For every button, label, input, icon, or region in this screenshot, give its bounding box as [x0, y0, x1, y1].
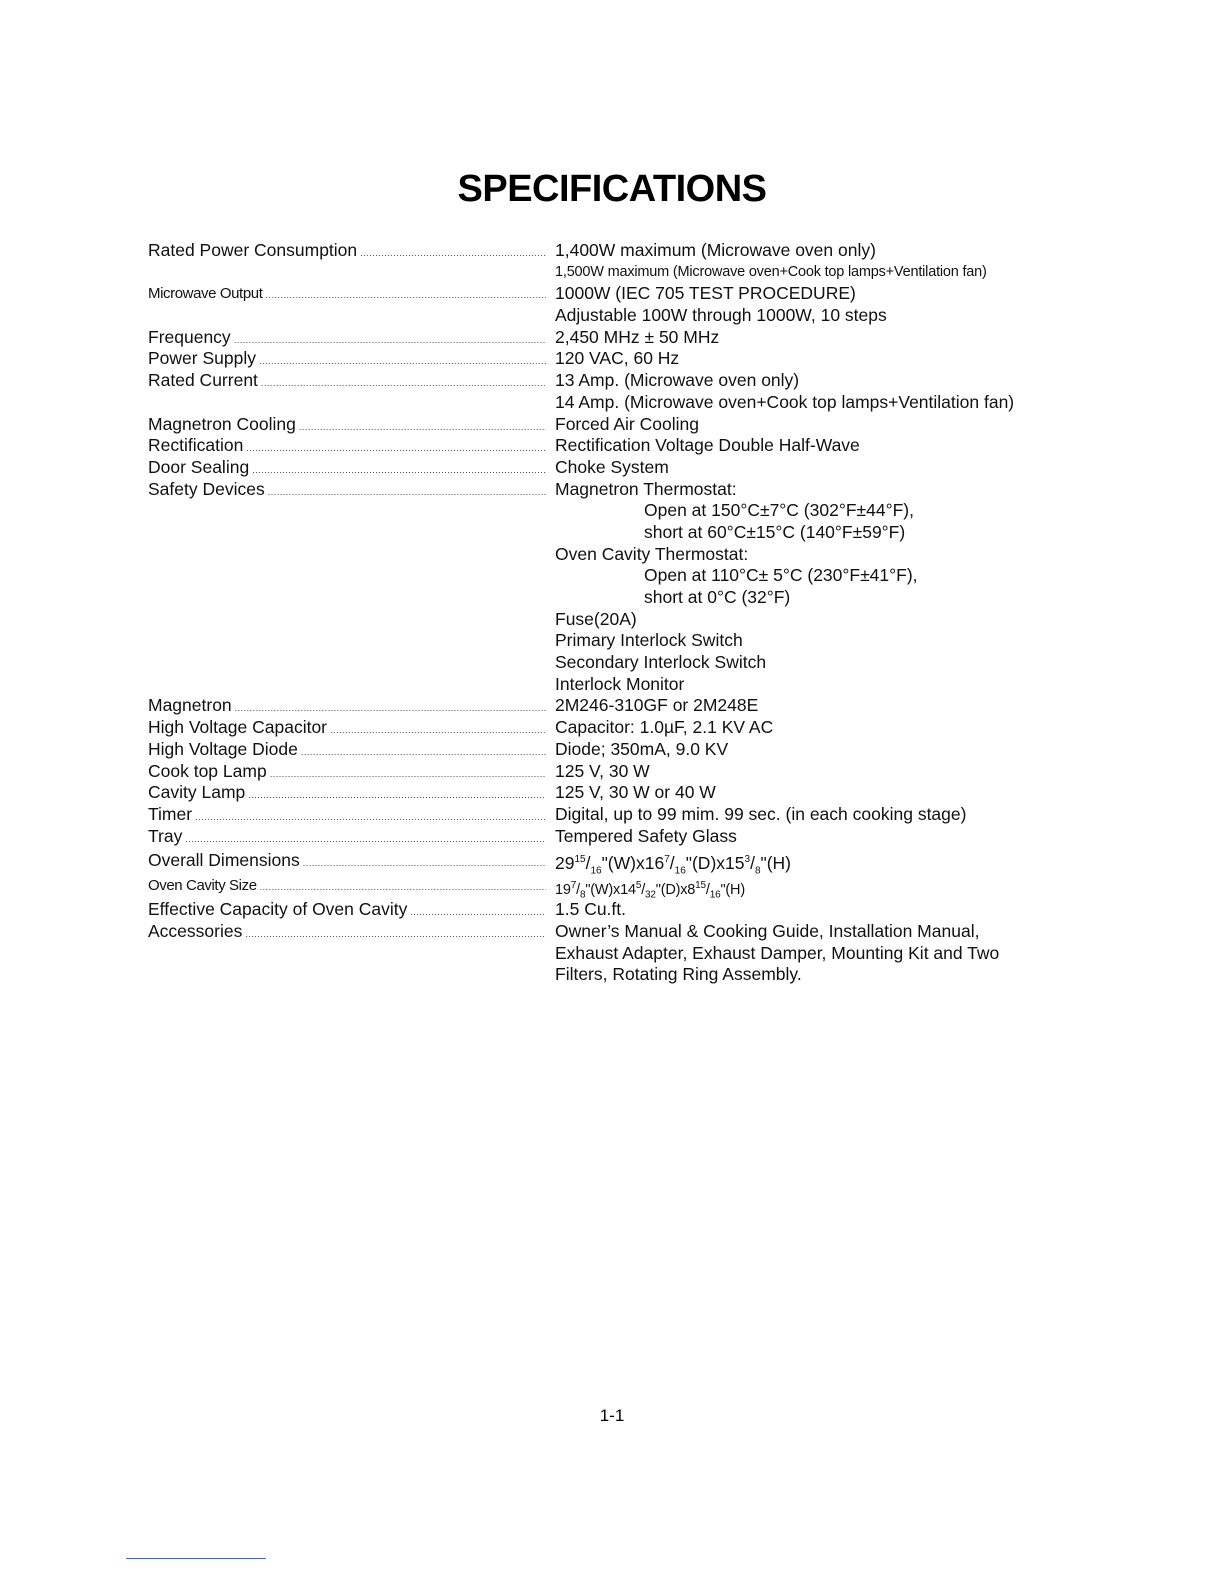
spec-label: Cook top Lamp .....: [148, 761, 546, 786]
spec-safety-primary: [148, 630, 1148, 652]
dim-w-unit: "(W)x: [601, 853, 645, 874]
cav-d-num: 5: [635, 880, 642, 892]
cav-h-num: 15: [695, 880, 706, 892]
spec-hv-diode: [148, 739, 1148, 761]
spec-timer: [148, 804, 1148, 826]
spec-value: 125 V, 30 W: [555, 760, 650, 781]
spec-door-sealing: [148, 457, 1148, 479]
spec-value: 2,450 MHz ± 50 MHz: [555, 326, 720, 347]
spec-overall-dimensions: [148, 847, 1148, 877]
spec-value: Adjustable 100W through 1000W, 10 steps: [555, 305, 887, 326]
spec-safety-devices: [148, 479, 1148, 501]
spec-value: Owner’s Manual & Cooking Guide, Installation Manual,: [555, 920, 980, 941]
spec-label: Safety Devices .....: [148, 479, 546, 504]
spec-label: Overall Dimensions .....: [148, 847, 546, 876]
spec-label: Effective Capacity of Oven Cavity .....: [148, 899, 546, 924]
spec-safety-ct-short: [148, 587, 1148, 609]
page-title: SPECIFICATIONS: [457, 168, 767, 210]
spec-label: Rated Power Consumption .....: [148, 240, 546, 265]
spec-safety-ct-open: [148, 565, 1148, 587]
spec-label: Rated Current .....: [148, 370, 546, 395]
footer-rule: [126, 1558, 266, 1559]
spec-value: Forced Air Cooling: [555, 413, 699, 434]
spec-value: short at 60°C±15°C (140°F±59°F): [644, 521, 906, 542]
cav-d-den: 32: [645, 889, 656, 901]
spec-rated-current-2: [148, 392, 1148, 414]
spec-value: 125 V, 30 W or 40 W: [555, 782, 716, 803]
spec-value: Exhaust Adapter, Exhaust Damper, Mounting Kit and Two: [555, 942, 1000, 963]
spec-value: Choke System: [555, 456, 669, 477]
spec-accessories-2: [148, 943, 1148, 965]
spec-safety-ct: [148, 544, 1148, 566]
spec-safety-mt-short: [148, 522, 1148, 544]
spec-hv-capacitor: [148, 717, 1148, 739]
spec-value: 1,500W maximum (Microwave oven+Cook top lamps+Ventilation fan): [555, 263, 987, 280]
cav-w-den: 8: [579, 889, 586, 901]
spec-label: Accessories .....: [148, 921, 546, 946]
spec-value: Open at 110°C± 5°C (230°F±41°F),: [644, 565, 918, 586]
spec-value: 120 VAC, 60 Hz: [555, 348, 680, 369]
dim-w-den: 16: [590, 865, 602, 877]
spec-accessories: [148, 921, 1148, 943]
spec-cook-top-lamp: [148, 761, 1148, 783]
dim-d-unit: "(D)x: [685, 853, 726, 874]
spec-value-cavity-size: $19^7/_8"(W)x14^5/_{32}"(D)x8^{15}/_{16}"(H)$: [555, 880, 745, 901]
cav-w-num: 7: [570, 880, 577, 892]
dim-d-den: 16: [674, 865, 686, 877]
spec-cavity-lamp: [148, 782, 1148, 804]
spec-value: 1,400W maximum (Microwave oven only): [555, 240, 876, 260]
page-number: 1-1: [599, 1406, 625, 1425]
dim-w-int: 29: [555, 853, 575, 874]
dim-d-int: 16: [644, 853, 665, 874]
spec-value: short at 0°C (32°F): [644, 587, 791, 607]
spec-power-supply: [148, 348, 1148, 370]
spec-frequency: [148, 327, 1148, 349]
spec-microwave-output: [148, 283, 1148, 305]
spec-magnetron: [148, 695, 1148, 717]
spec-safety-mt-open: [148, 500, 1148, 522]
cav-h-int: 8: [687, 882, 696, 899]
spec-label: Rectification .....: [148, 435, 546, 460]
spec-value: Capacitor: 1.0µF, 2.1 KV AC: [555, 717, 774, 738]
spec-label: Magnetron .....: [148, 695, 546, 720]
spec-rated-power: [148, 240, 1148, 262]
spec-label: Cavity Lamp .....: [148, 782, 546, 807]
spec-value: 14 Amp. (Microwave oven+Cook top lamps+Ventilation fan): [555, 391, 1015, 412]
spec-value: Oven Cavity Thermostat:: [555, 543, 749, 564]
cav-d-unit: "(D)x: [655, 882, 688, 899]
dim-d-num: 7: [664, 854, 670, 866]
spec-label: High Voltage Capacitor .....: [148, 717, 546, 742]
spec-rectification: [148, 435, 1148, 457]
spec-microwave-output-2: [148, 305, 1148, 327]
spec-label: Timer .....: [148, 804, 546, 829]
spec-safety-secondary: [148, 652, 1148, 674]
spec-magnetron-cooling: [148, 414, 1148, 436]
spec-cavity-size: [148, 873, 1148, 899]
spec-label: Frequency .....: [148, 327, 546, 352]
cav-w-unit: "(W)x: [585, 882, 621, 899]
spec-label: Tray .....: [148, 826, 546, 851]
spec-value: 1000W (IEC 705 TEST PROCEDURE): [555, 283, 856, 304]
spec-value: Fuse(20A): [555, 608, 637, 629]
spec-value-dimensions: $29^{15}/_{16}"(W)x16^7/_{16}"(D)x15^3/_8"(H)$: [555, 853, 792, 877]
spec-accessories-3: [148, 964, 1148, 986]
spec-effective-capacity: [148, 899, 1148, 921]
spec-label: Microwave Output .....: [148, 283, 546, 307]
spec-value: Secondary Interlock Switch: [555, 652, 767, 673]
spec-value: 2M246-310GF or 2M248E: [555, 695, 759, 716]
spec-value: 1.5 Cu.ft.: [555, 899, 627, 920]
cav-h-den: 16: [709, 889, 721, 901]
spec-value: Magnetron Thermostat:: [555, 478, 737, 499]
spec-label: Power Supply .....: [148, 348, 546, 373]
spec-value: Filters, Rotating Ring Assembly.: [555, 964, 802, 985]
spec-value: Interlock Monitor: [555, 673, 685, 694]
spec-tray: [148, 826, 1148, 848]
spec-value: Digital, up to 99 mim. 99 sec. (in each cooking stage): [555, 803, 967, 824]
spec-safety-monitor: [148, 674, 1148, 696]
spec-safety-fuse: [148, 609, 1148, 631]
cav-w-int: 19: [555, 882, 571, 899]
dim-w-num: 15: [574, 854, 586, 866]
spec-rated-power-2: [148, 262, 1148, 284]
dim-h-int: 15: [725, 853, 745, 874]
spec-rated-current: [148, 370, 1148, 392]
specifications-list: [148, 240, 1148, 986]
cav-h-unit: "(H): [720, 882, 745, 899]
spec-value: Rectification Voltage Double Half-Wave: [555, 435, 860, 456]
spec-label: Oven Cavity Size .....: [148, 873, 546, 900]
dim-h-unit: "(H): [760, 853, 792, 874]
spec-value: Diode; 350mA, 9.0 KV: [555, 738, 729, 759]
dim-h-den: 8: [754, 865, 761, 877]
dim-h-num: 3: [744, 854, 751, 866]
spec-value: 13 Amp. (Microwave oven only): [555, 370, 800, 391]
spec-value: Tempered Safety Glass: [555, 825, 737, 846]
spec-value: Open at 150°C±7°C (302°F±44°F),: [644, 500, 914, 521]
spec-label: High Voltage Diode .....: [148, 739, 546, 764]
cav-d-int: 14: [620, 882, 636, 899]
spec-label: Door Sealing .....: [148, 457, 546, 482]
spec-label: Magnetron Cooling .....: [148, 414, 546, 439]
spec-value: Primary Interlock Switch: [555, 630, 743, 651]
